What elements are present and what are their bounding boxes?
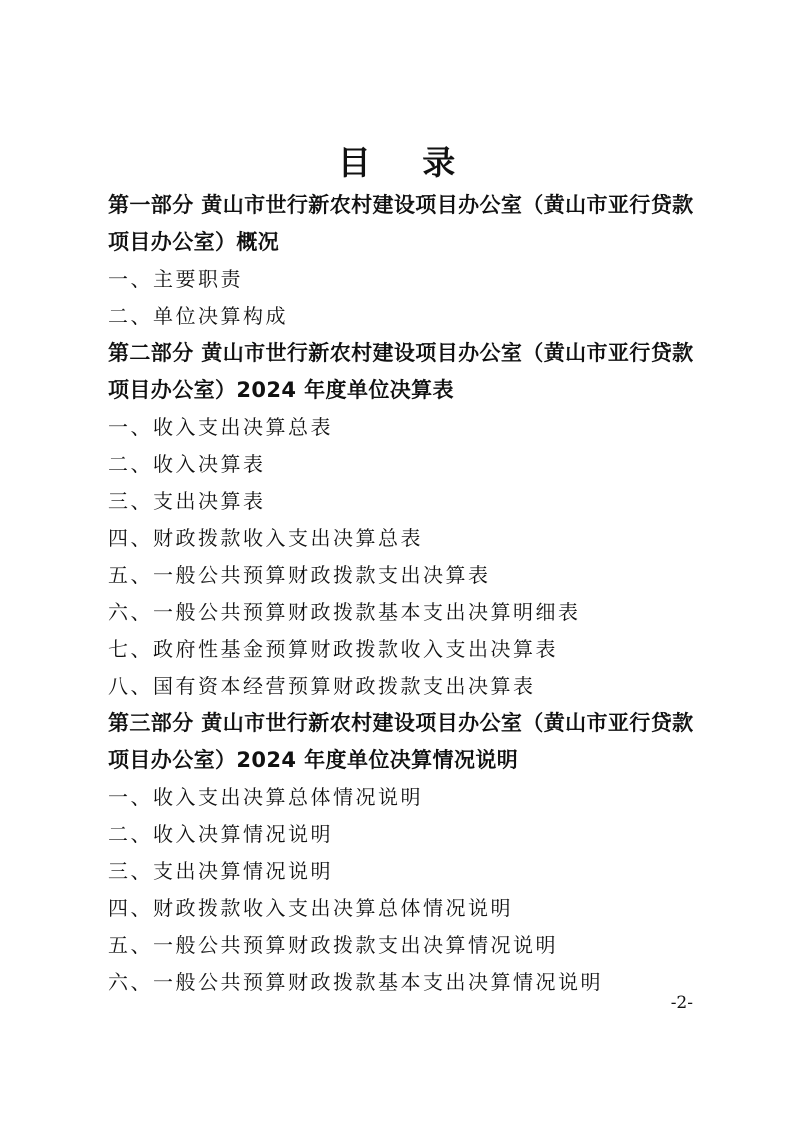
section-1-heading[interactable]: 第一部分 黄山市世行新农村建设项目办公室（黄山市亚行贷款项目办公室）概况 [108, 193, 694, 254]
toc-entry[interactable]: 二、收入决算表 [108, 452, 266, 476]
toc-entry[interactable]: 七、政府性基金预算财政拨款收入支出决算表 [108, 637, 558, 661]
toc-entry[interactable]: 三、支出决算表 [108, 489, 266, 513]
section-3-heading[interactable]: 第三部分 黄山市世行新农村建设项目办公室（黄山市亚行贷款项目办公室）2024 年度单位决算情况说明 [108, 711, 694, 772]
toc-entry[interactable]: 四、财政拨款收入支出决算总表 [108, 526, 423, 550]
toc-entry[interactable]: 一、主要职责 [108, 267, 243, 291]
toc-entry[interactable]: 三、支出决算情况说明 [108, 859, 333, 883]
toc-entry[interactable]: 一、收入支出决算总表 [108, 415, 333, 439]
toc-entry[interactable]: 五、一般公共预算财政拨款支出决算表 [108, 563, 491, 587]
toc-entry[interactable]: 一、收入支出决算总体情况说明 [108, 785, 423, 809]
toc-entry[interactable]: 六、一般公共预算财政拨款基本支出决算明细表 [108, 600, 581, 624]
page-number: -2- [670, 993, 693, 1013]
toc-entry[interactable]: 六、一般公共预算财政拨款基本支出决算情况说明 [108, 970, 603, 994]
page-title: 目 录 [337, 143, 476, 182]
toc-entry[interactable]: 八、国有资本经营预算财政拨款支出决算表 [108, 674, 536, 698]
toc-entry[interactable]: 二、单位决算构成 [108, 304, 288, 328]
toc-entry[interactable]: 五、一般公共预算财政拨款支出决算情况说明 [108, 933, 558, 957]
toc-entry[interactable]: 二、收入决算情况说明 [108, 822, 333, 846]
table-of-contents [108, 187, 698, 1001]
toc-entry[interactable]: 四、财政拨款收入支出决算总体情况说明 [108, 896, 513, 920]
section-2-heading[interactable]: 第二部分 黄山市世行新农村建设项目办公室（黄山市亚行贷款项目办公室）2024 年度单位决算表 [108, 341, 694, 402]
